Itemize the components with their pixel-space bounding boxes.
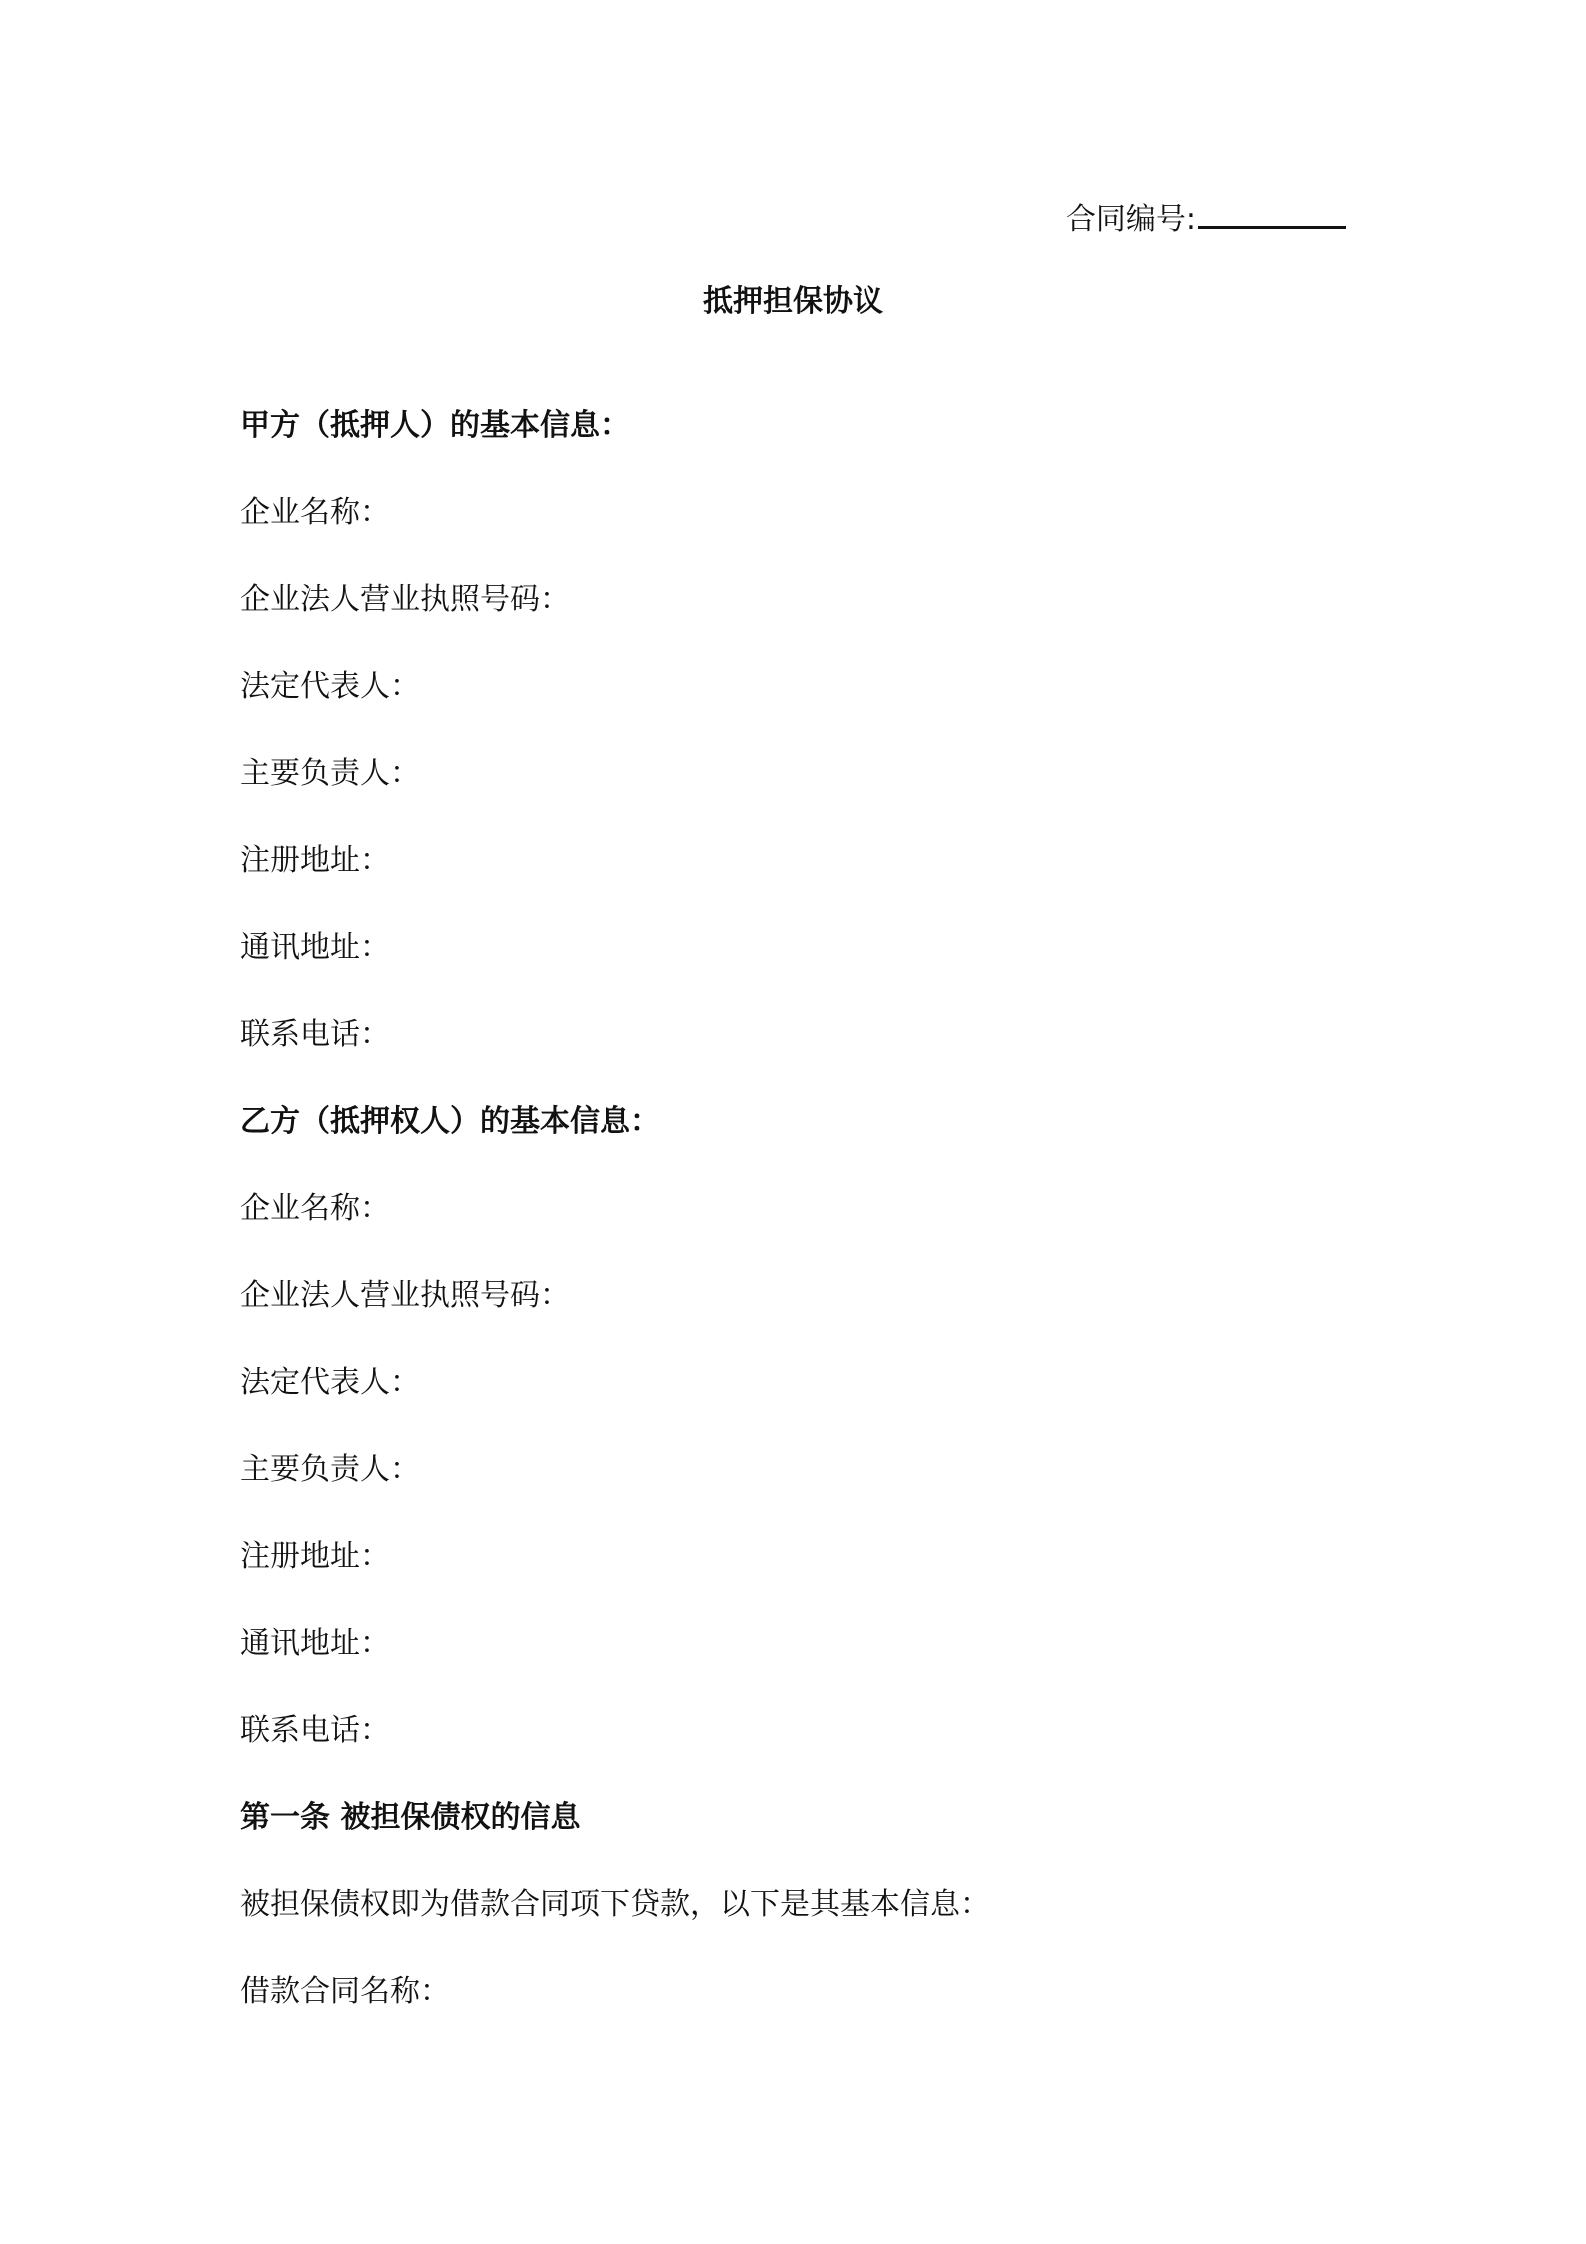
article-1-loan-contract-name: 借款合同名称：: [240, 1974, 450, 2009]
document-body: [240, 404, 1346, 2057]
article-1-intro: 被担保债权即为借款合同项下贷款，以下是其基本信息：: [240, 1887, 990, 1922]
party-b-mail-address: 通讯地址：: [240, 1626, 390, 1661]
party-a-mail-address: 通讯地址：: [240, 930, 390, 965]
party-b-main-person: 主要负责人：: [240, 1452, 420, 1487]
party-b-heading: 乙方（抵押权人）的基本信息：: [240, 1104, 660, 1139]
party-b-license-no: 企业法人营业执照号码：: [240, 1278, 570, 1313]
contract-number: [1066, 196, 1346, 242]
contract-number-blank: [1198, 196, 1346, 229]
party-b-legal-rep: 法定代表人：: [240, 1365, 420, 1400]
party-a-legal-rep: 法定代表人：: [240, 669, 420, 704]
document-title: 抵押担保协议: [703, 284, 883, 319]
article-1-heading: 第一条 被担保债权的信息: [240, 1800, 581, 1835]
party-b-reg-address: 注册地址：: [240, 1539, 390, 1574]
party-b-phone: 联系电话：: [240, 1713, 390, 1748]
party-a-company-name: 企业名称：: [240, 495, 390, 530]
party-a-main-person: 主要负责人：: [240, 756, 420, 791]
party-b-company-name: 企业名称：: [240, 1191, 390, 1226]
party-a-heading: 甲方（抵押人）的基本信息：: [240, 408, 630, 443]
party-a-reg-address: 注册地址：: [240, 843, 390, 878]
party-a-phone: 联系电话：: [240, 1017, 390, 1052]
party-a-license-no: 企业法人营业执照号码：: [240, 582, 570, 617]
contract-number-label: 合同编号:: [1065, 202, 1196, 237]
